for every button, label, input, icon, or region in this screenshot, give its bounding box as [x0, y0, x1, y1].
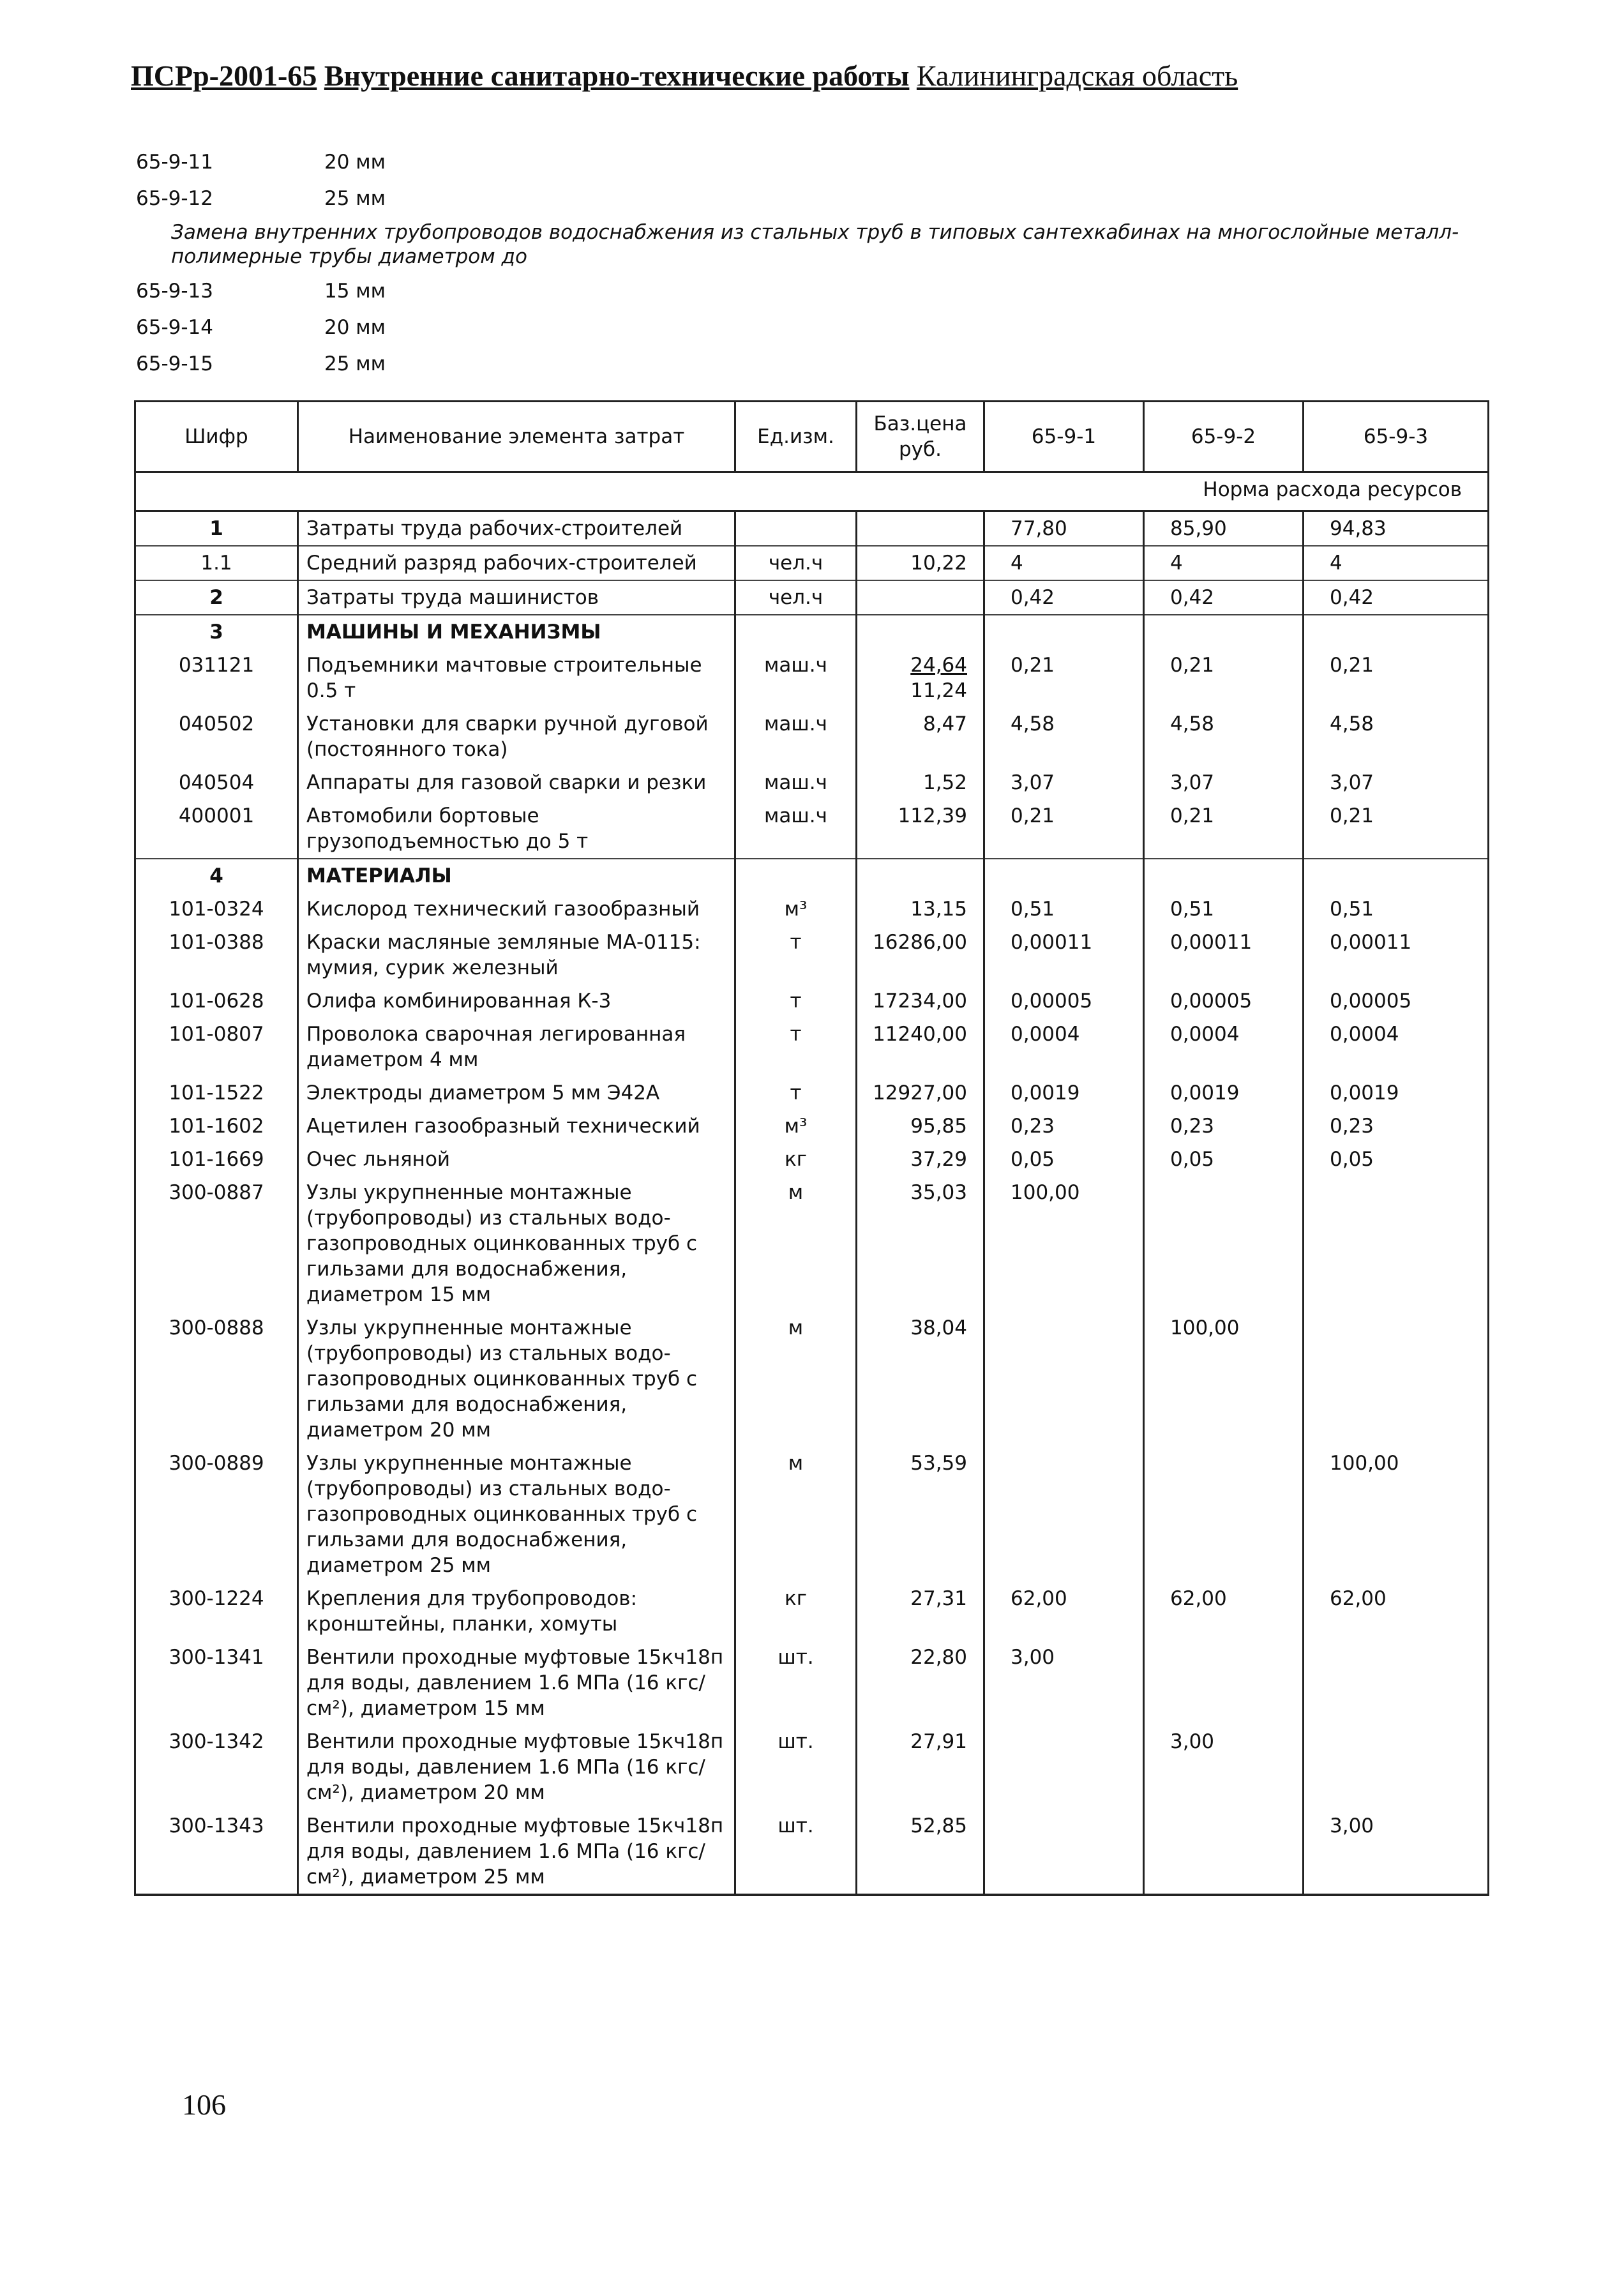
- cell-price: 27,91: [857, 1725, 984, 1809]
- table-row: [135, 1311, 1489, 1447]
- cell-code: 300-1343: [135, 1809, 298, 1895]
- table-row: [135, 984, 1489, 1018]
- intro-code: 65-9-15: [136, 352, 213, 375]
- cell-value-1: [984, 859, 1144, 893]
- cell-value-1: 0,00005: [984, 984, 1144, 1018]
- cell-code: 300-0887: [135, 1176, 298, 1311]
- table-row: [135, 1582, 1489, 1641]
- cell-price: 95,85: [857, 1110, 984, 1143]
- cell-unit: маш.ч: [735, 707, 857, 766]
- table-row: [135, 1809, 1489, 1895]
- cell-unit: т: [735, 926, 857, 984]
- cell-value-2: [1144, 859, 1304, 893]
- cell-unit: маш.ч: [735, 649, 857, 707]
- cell-name: Проволока сварочная легированная диаметром 4 мм: [298, 1018, 735, 1076]
- cell-value-1: 4: [984, 546, 1144, 580]
- cell-code: 101-1522: [135, 1076, 298, 1110]
- intro-code: 65-9-14: [136, 315, 213, 339]
- document-title: Внутренние санитарно-технические работы: [324, 59, 910, 92]
- cell-code: 101-1602: [135, 1110, 298, 1143]
- cell-value-3: 0,00011: [1304, 926, 1489, 984]
- cell-value-2: 0,42: [1144, 580, 1304, 615]
- cell-code: 1.1: [135, 546, 298, 580]
- cell-price: [857, 580, 984, 615]
- price-value: 24,64: [910, 654, 967, 677]
- cell-value-1: 0,42: [984, 580, 1144, 615]
- cell-price: 16286,00: [857, 926, 984, 984]
- cell-price: 12927,00: [857, 1076, 984, 1110]
- cell-name: Электроды диаметром 5 мм Э42А: [298, 1076, 735, 1110]
- table-row: [135, 1725, 1489, 1809]
- cell-value-2: 85,90: [1144, 511, 1304, 547]
- cell-price: 8,47: [857, 707, 984, 766]
- cell-unit: чел.ч: [735, 546, 857, 580]
- cell-name: Средний разряд рабочих-строителей: [298, 546, 735, 580]
- cell-code: 300-0888: [135, 1311, 298, 1447]
- cell-price: 13,15: [857, 893, 984, 926]
- cell-value-1: 0,51: [984, 893, 1144, 926]
- cell-value-2: 0,21: [1144, 649, 1304, 707]
- cell-code: 101-0388: [135, 926, 298, 984]
- cell-code: 101-0324: [135, 893, 298, 926]
- resource-table-wrapper: [134, 400, 1487, 1896]
- intro-code: 65-9-11: [136, 150, 213, 174]
- norma-label: Норма расхода ресурсов: [135, 472, 1489, 511]
- intro-size: 15 мм: [324, 279, 386, 303]
- cell-value-2: 3,07: [1144, 766, 1304, 799]
- cell-code: 031121: [135, 649, 298, 707]
- cell-value-1: 0,21: [984, 799, 1144, 859]
- cell-value-3: 4: [1304, 546, 1489, 580]
- cell-unit: м: [735, 1176, 857, 1311]
- cell-value-3: 94,83: [1304, 511, 1489, 547]
- cell-price: 35,03: [857, 1176, 984, 1311]
- cell-name: Подъемники мачтовые строительные 0.5 т: [298, 649, 735, 707]
- cell-value-2: 0,05: [1144, 1143, 1304, 1176]
- cell-value-1: [984, 1447, 1144, 1582]
- cell-unit: чел.ч: [735, 580, 857, 615]
- cell-price: 11240,00: [857, 1018, 984, 1076]
- cell-value-1: 0,0004: [984, 1018, 1144, 1076]
- cell-name: Аппараты для газовой сварки и резки: [298, 766, 735, 799]
- cell-value-3: 0,0004: [1304, 1018, 1489, 1076]
- cell-name: Вентили проходные муфтовые 15кч18п для воды, давлением 1.6 МПа (16 кгс/см²), диаметром 15 мм: [298, 1641, 735, 1725]
- table-row: [135, 1641, 1489, 1725]
- cell-price: 37,29: [857, 1143, 984, 1176]
- header-col-3: 65-9-3: [1304, 402, 1489, 472]
- intro-section: [136, 144, 1477, 382]
- table-row: [135, 546, 1489, 580]
- table-row: [135, 649, 1489, 707]
- cell-unit: [735, 511, 857, 547]
- cell-value-3: 3,07: [1304, 766, 1489, 799]
- table-row: [135, 1076, 1489, 1110]
- cell-value-2: 0,21: [1144, 799, 1304, 859]
- page-header: [131, 59, 1280, 93]
- cell-value-1: 4,58: [984, 707, 1144, 766]
- cell-value-1: [984, 1311, 1144, 1447]
- cell-code: 040502: [135, 707, 298, 766]
- cell-price: [857, 615, 984, 649]
- document-region: Калининградская область: [916, 59, 1238, 92]
- cell-price: [857, 859, 984, 893]
- intro-size: 20 мм: [324, 150, 386, 174]
- cell-value-3: 62,00: [1304, 1582, 1489, 1641]
- cell-value-2: [1144, 1809, 1304, 1895]
- cell-price: 1,52: [857, 766, 984, 799]
- cell-unit: т: [735, 984, 857, 1018]
- intro-row: [136, 309, 1477, 345]
- cell-name: Олифа комбинированная К-3: [298, 984, 735, 1018]
- cell-value-2: [1144, 1176, 1304, 1311]
- table-row: [135, 1143, 1489, 1176]
- cell-code: 400001: [135, 799, 298, 859]
- table-row: [135, 893, 1489, 926]
- cell-code: 4: [135, 859, 298, 893]
- cell-price: 112,39: [857, 799, 984, 859]
- cell-value-3: [1304, 1176, 1489, 1311]
- cell-value-3: 0,00005: [1304, 984, 1489, 1018]
- cell-unit: т: [735, 1076, 857, 1110]
- cell-unit: м: [735, 1311, 857, 1447]
- price-value-alt: 11,24: [910, 679, 967, 702]
- header-col-1: 65-9-1: [984, 402, 1144, 472]
- cell-value-2: 0,0004: [1144, 1018, 1304, 1076]
- cell-code: 2: [135, 580, 298, 615]
- cell-value-1: 0,00011: [984, 926, 1144, 984]
- cell-value-2: 0,51: [1144, 893, 1304, 926]
- cell-price: 10,22: [857, 546, 984, 580]
- cell-unit: м: [735, 1447, 857, 1582]
- cell-price: 38,04: [857, 1311, 984, 1447]
- cell-name: Установки для сварки ручной дуговой (постоянного тока): [298, 707, 735, 766]
- cell-unit: маш.ч: [735, 799, 857, 859]
- cell-name: Узлы укрупненные монтажные (трубопроводы) из стальных водо-газопроводных оцинкованных труб с гильзами для водоснабжения, диаметром 15 мм: [298, 1176, 735, 1311]
- intro-code: 65-9-12: [136, 186, 213, 210]
- cell-unit: кг: [735, 1143, 857, 1176]
- cell-value-2: [1144, 615, 1304, 649]
- cell-value-2: 4,58: [1144, 707, 1304, 766]
- cell-code: 101-0807: [135, 1018, 298, 1076]
- cell-value-1: 3,07: [984, 766, 1144, 799]
- cell-value-2: 62,00: [1144, 1582, 1304, 1641]
- cell-name: Узлы укрупненные монтажные (трубопроводы) из стальных водо-газопроводных оцинкованных труб с гильзами для водоснабжения, диаметром 20 мм: [298, 1311, 735, 1447]
- cell-value-1: 77,80: [984, 511, 1144, 547]
- cell-value-1: [984, 615, 1144, 649]
- cell-price: 52,85: [857, 1809, 984, 1895]
- cell-name: Крепления для трубопроводов: кронштейны, планки, хомуты: [298, 1582, 735, 1641]
- table-row: [135, 1018, 1489, 1076]
- cell-unit: маш.ч: [735, 766, 857, 799]
- cell-name: Затраты труда машинистов: [298, 580, 735, 615]
- intro-size: 20 мм: [324, 315, 386, 339]
- page-number: 106: [182, 2088, 226, 2121]
- cell-code: 300-1224: [135, 1582, 298, 1641]
- cell-value-3: [1304, 859, 1489, 893]
- cell-unit: шт.: [735, 1725, 857, 1809]
- cell-value-3: 0,05: [1304, 1143, 1489, 1176]
- cell-price: 17234,00: [857, 984, 984, 1018]
- cell-name: Кислород технический газообразный: [298, 893, 735, 926]
- norma-row: [135, 472, 1489, 511]
- cell-value-2: [1144, 1447, 1304, 1582]
- cell-value-3: 4,58: [1304, 707, 1489, 766]
- cell-value-1: 0,0019: [984, 1076, 1144, 1110]
- cell-value-1: 0,21: [984, 649, 1144, 707]
- cell-value-3: 100,00: [1304, 1447, 1489, 1582]
- cell-unit: шт.: [735, 1641, 857, 1725]
- table-row: [135, 707, 1489, 766]
- cell-code: 101-0628: [135, 984, 298, 1018]
- cell-code: 300-1341: [135, 1641, 298, 1725]
- intro-code: 65-9-13: [136, 279, 213, 303]
- table-row: [135, 615, 1489, 649]
- cell-value-2: 0,0019: [1144, 1076, 1304, 1110]
- intro-row: [136, 144, 1477, 180]
- intro-row: [136, 273, 1477, 309]
- table-row: [135, 580, 1489, 615]
- cell-code: 1: [135, 511, 298, 547]
- cell-value-1: [984, 1809, 1144, 1895]
- cell-name: Затраты труда рабочих-строителей: [298, 511, 735, 547]
- table-row: [135, 859, 1489, 893]
- header-code: Шифр: [135, 402, 298, 472]
- cell-name: Автомобили бортовые грузоподъемностью до 5 т: [298, 799, 735, 859]
- table-row: [135, 1447, 1489, 1582]
- resource-table: [134, 400, 1489, 1896]
- header-unit: Ед.изм.: [735, 402, 857, 472]
- table-row: [135, 1176, 1489, 1311]
- cell-name: Краски масляные земляные МА-0115: мумия, сурик железный: [298, 926, 735, 984]
- cell-code: 300-1342: [135, 1725, 298, 1809]
- table-row: [135, 799, 1489, 859]
- cell-value-1: 0,05: [984, 1143, 1144, 1176]
- cell-value-3: [1304, 1311, 1489, 1447]
- cell-value-2: [1144, 1641, 1304, 1725]
- cell-value-1: [984, 1725, 1144, 1809]
- cell-value-3: 0,21: [1304, 649, 1489, 707]
- cell-unit: шт.: [735, 1809, 857, 1895]
- cell-value-3: [1304, 1725, 1489, 1809]
- cell-name: Вентили проходные муфтовые 15кч18п для воды, давлением 1.6 МПа (16 кгс/см²), диаметром 25 мм: [298, 1809, 735, 1895]
- cell-value-2: 0,00005: [1144, 984, 1304, 1018]
- cell-unit: [735, 615, 857, 649]
- intro-description: Замена внутренних трубопроводов водоснабжения из стальных труб в типовых сантехкабинах на многослойные металл-полимерные трубы диаметром до: [171, 221, 1459, 268]
- cell-name: Вентили проходные муфтовые 15кч18п для воды, давлением 1.6 МПа (16 кгс/см²), диаметром 20 мм: [298, 1725, 735, 1809]
- cell-code: 101-1669: [135, 1143, 298, 1176]
- cell-price: 27,31: [857, 1582, 984, 1641]
- intro-size: 25 мм: [324, 186, 386, 210]
- table-row: [135, 926, 1489, 984]
- cell-name: Ацетилен газообразный технический: [298, 1110, 735, 1143]
- cell-value-3: [1304, 615, 1489, 649]
- cell-value-3: [1304, 1641, 1489, 1725]
- cell-value-3: 0,23: [1304, 1110, 1489, 1143]
- cell-value-1: 3,00: [984, 1641, 1144, 1725]
- table-body: [135, 511, 1489, 1896]
- cell-value-3: 3,00: [1304, 1809, 1489, 1895]
- header-col-2: 65-9-2: [1144, 402, 1304, 472]
- cell-value-2: 4: [1144, 546, 1304, 580]
- cell-price: [857, 649, 984, 707]
- table-header-row: [135, 402, 1489, 472]
- intro-row: [136, 345, 1477, 382]
- cell-code: 300-0889: [135, 1447, 298, 1582]
- cell-value-2: 3,00: [1144, 1725, 1304, 1809]
- cell-value-3: 0,21: [1304, 799, 1489, 859]
- cell-value-1: 62,00: [984, 1582, 1144, 1641]
- cell-value-1: 0,23: [984, 1110, 1144, 1143]
- cell-value-3: 0,42: [1304, 580, 1489, 615]
- cell-value-2: 0,00011: [1144, 926, 1304, 984]
- cell-value-3: 0,0019: [1304, 1076, 1489, 1110]
- intro-size: 25 мм: [324, 352, 386, 375]
- table-row: [135, 1110, 1489, 1143]
- cell-name: Узлы укрупненные монтажные (трубопроводы) из стальных водо-газопроводных оцинкованных труб с гильзами для водоснабжения, диаметром 25 мм: [298, 1447, 735, 1582]
- table-row: [135, 766, 1489, 799]
- cell-name: Очес льняной: [298, 1143, 735, 1176]
- header-name: Наименование элемента затрат: [298, 402, 735, 472]
- document-code: ПСРр-2001-65: [131, 59, 317, 92]
- table-row: [135, 511, 1489, 547]
- cell-unit: м³: [735, 1110, 857, 1143]
- header-price: Баз.цена руб.: [857, 402, 984, 472]
- cell-unit: т: [735, 1018, 857, 1076]
- cell-unit: м³: [735, 893, 857, 926]
- cell-code: 3: [135, 615, 298, 649]
- cell-code: 040504: [135, 766, 298, 799]
- cell-unit: кг: [735, 1582, 857, 1641]
- cell-unit: [735, 859, 857, 893]
- cell-value-3: 0,51: [1304, 893, 1489, 926]
- cell-name: МАТЕРИАЛЫ: [298, 859, 735, 893]
- cell-price: 53,59: [857, 1447, 984, 1582]
- cell-price: 22,80: [857, 1641, 984, 1725]
- cell-value-2: 100,00: [1144, 1311, 1304, 1447]
- cell-value-1: 100,00: [984, 1176, 1144, 1311]
- cell-value-2: 0,23: [1144, 1110, 1304, 1143]
- cell-name: МАШИНЫ И МЕХАНИЗМЫ: [298, 615, 735, 649]
- intro-row: [136, 180, 1477, 216]
- cell-price: [857, 511, 984, 547]
